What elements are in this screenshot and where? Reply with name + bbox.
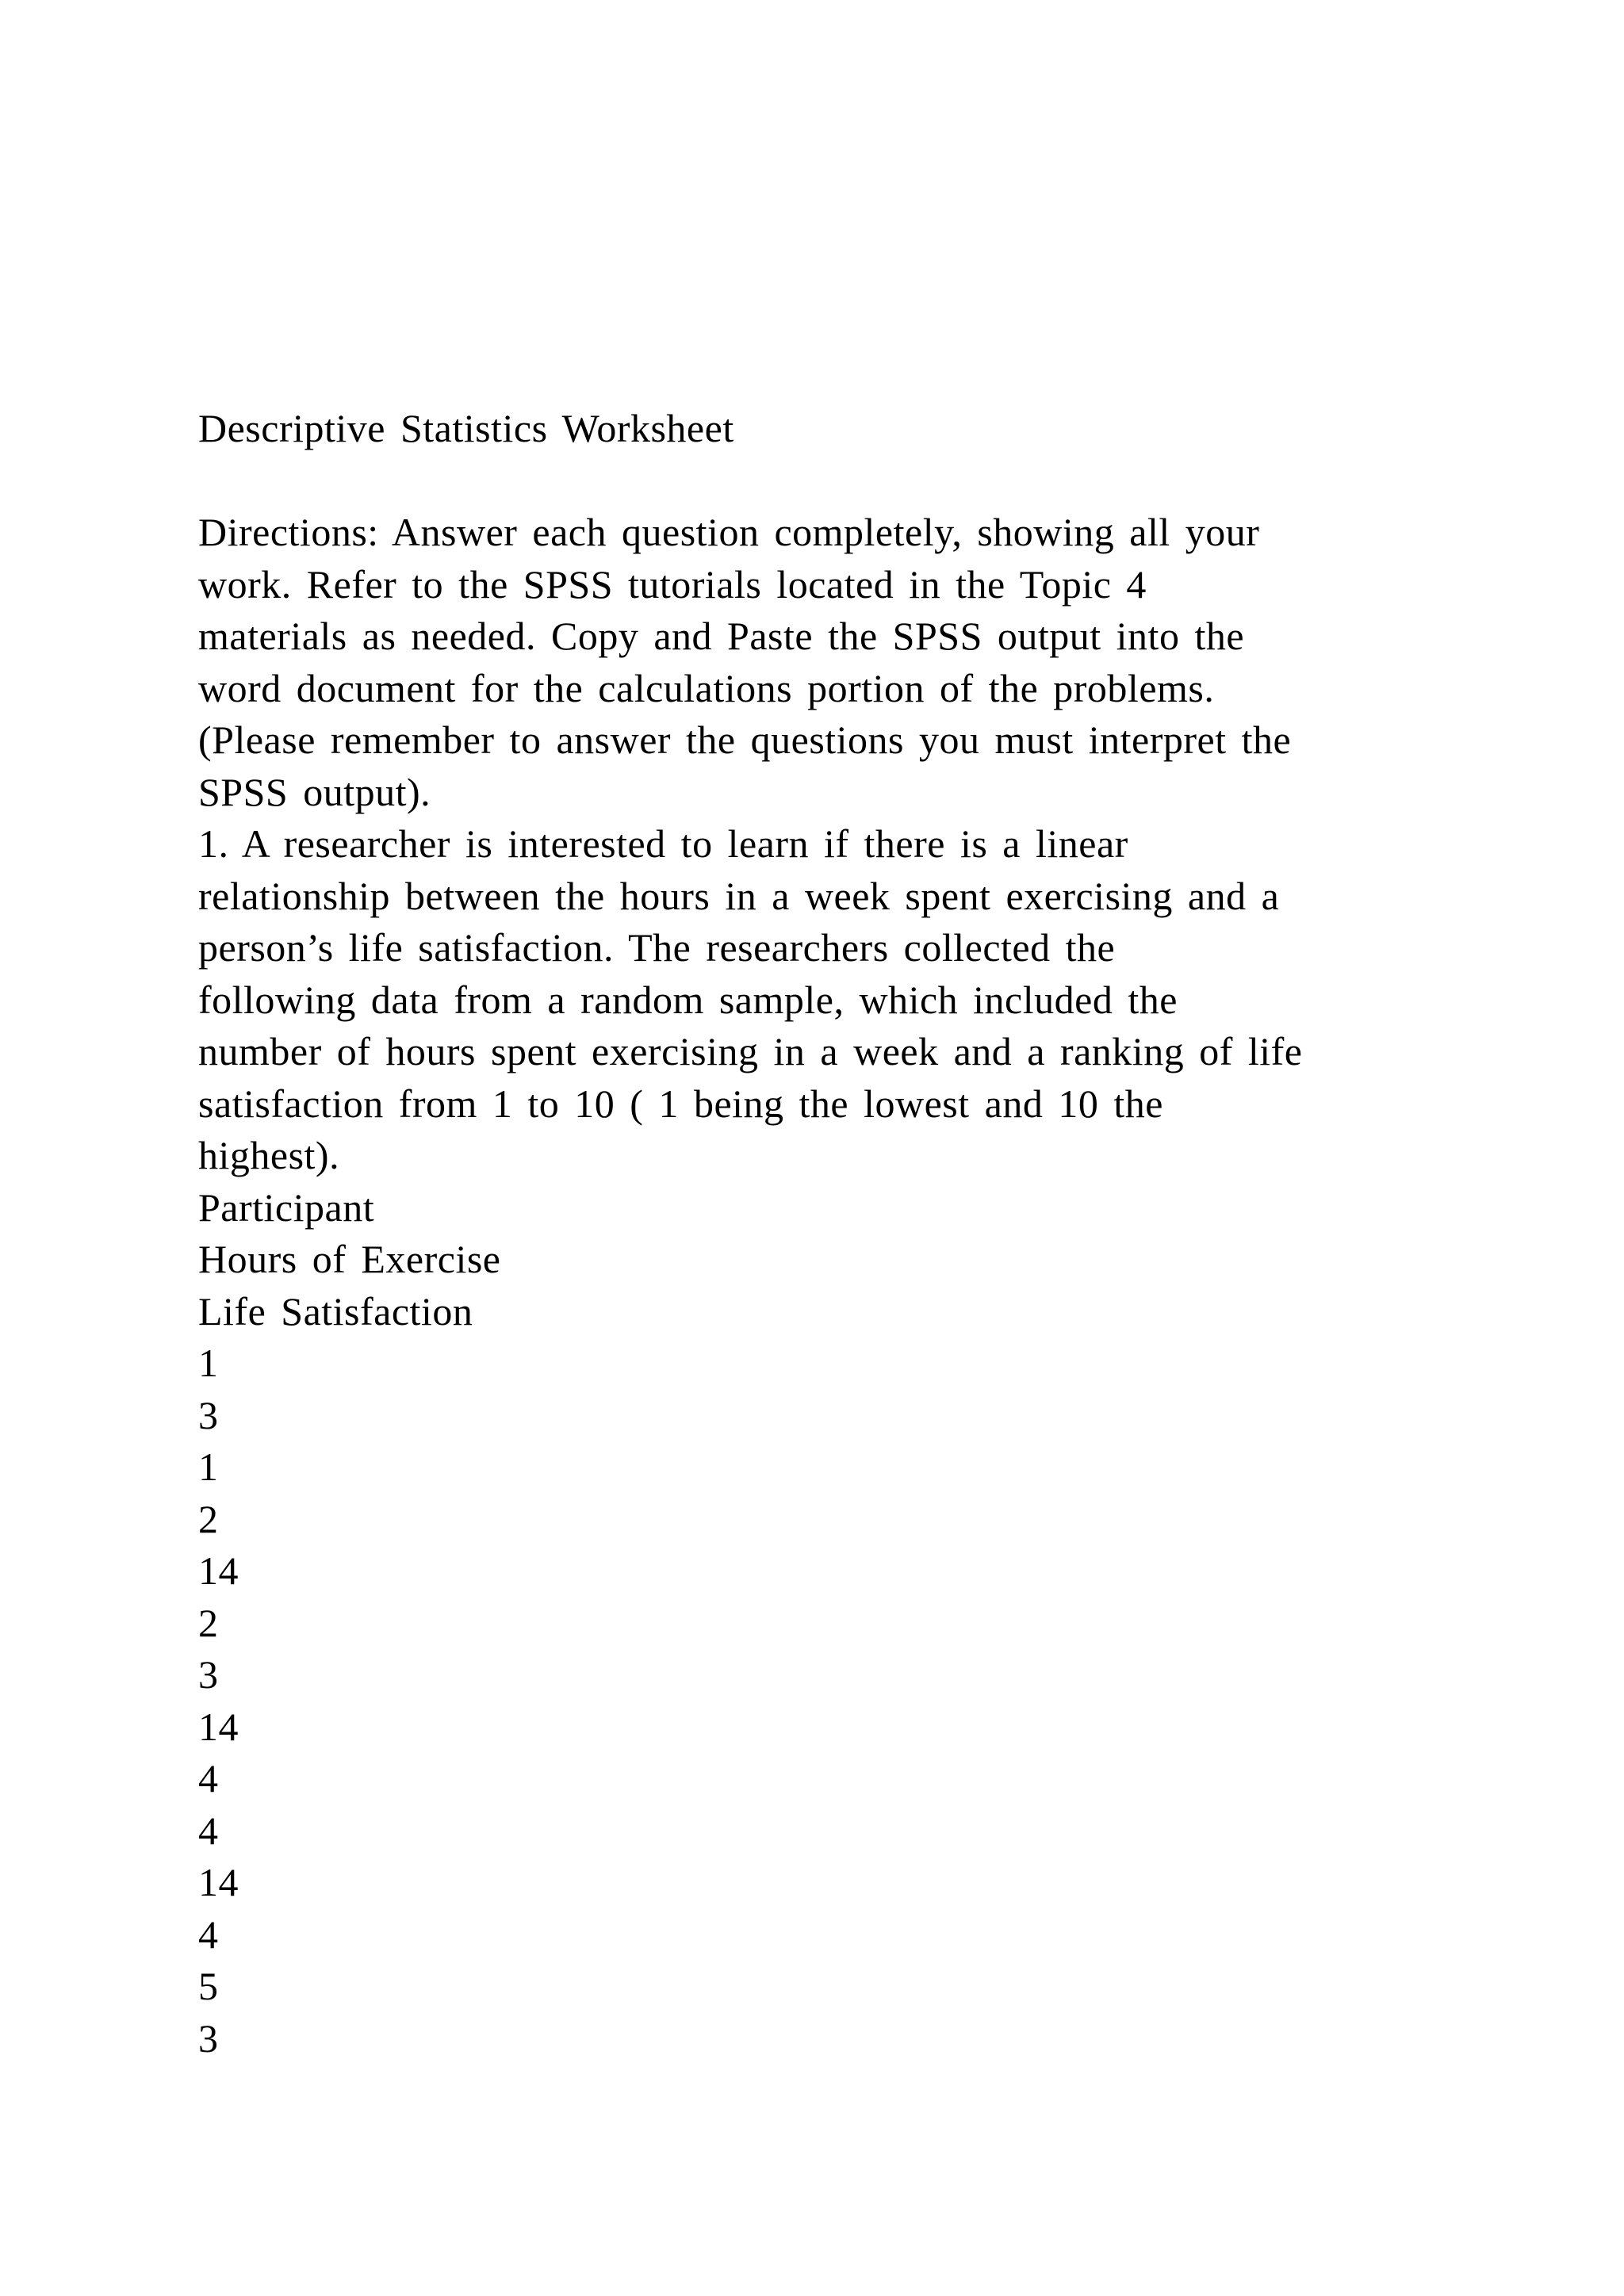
- question-line: satisfaction from 1 to 10 ( 1 being the lowest and 10 the: [198, 1081, 1163, 1126]
- directions-line: work. Refer to the SPSS tutorials located in the Topic 4: [198, 561, 1147, 607]
- table-cell: 2: [198, 1600, 219, 1645]
- table-header-participant: Participant: [198, 1184, 375, 1230]
- directions-line: Directions: Answer each question completely, showing all your: [198, 510, 1260, 554]
- question-line: number of hours spent exercising in a week and a ranking of life: [198, 1029, 1303, 1073]
- directions-line: word document for the calculations portion of the problems.: [198, 665, 1215, 710]
- table-cell: 4: [198, 1756, 219, 1800]
- directions-line: materials as needed. Copy and Paste the SPSS output into the: [198, 614, 1245, 658]
- table-cell: 3: [198, 2015, 219, 2061]
- directions-line: SPSS output).: [198, 769, 431, 814]
- table-cell: 3: [198, 1652, 219, 1697]
- document-body: [198, 403, 1467, 2064]
- table-cell: 2: [198, 1496, 219, 1541]
- question-line: person’s life satisfaction. The researchers collected the: [198, 925, 1116, 970]
- table-cell: 4: [198, 1911, 219, 1957]
- table-cell: 14: [198, 1860, 239, 1904]
- question-line: 1. A researcher is interested to learn if there is a linear: [198, 821, 1128, 866]
- directions-line: (Please remember to answer the questions you must interpret the: [198, 718, 1292, 762]
- document-title: Descriptive Statistics Worksheet: [198, 406, 734, 450]
- table-cell: 5: [198, 1964, 219, 2008]
- table-cell: 14: [198, 1548, 239, 1593]
- table-cell: 1: [198, 1341, 219, 1385]
- question-line: relationship between the hours in a week spent exercising and a: [198, 873, 1280, 918]
- directions-paragraph: [198, 507, 1467, 818]
- table-cell: 14: [198, 1704, 239, 1749]
- question-1-paragraph: [198, 818, 1467, 1182]
- data-table: [198, 1182, 1467, 2065]
- table-header-life-satisfaction: Life Satisfaction: [198, 1288, 473, 1334]
- table-header-hours-of-exercise: Hours of Exercise: [198, 1237, 501, 1281]
- table-cell: 3: [198, 1392, 219, 1437]
- table-cell: 1: [198, 1445, 219, 1489]
- table-cell: 4: [198, 1808, 219, 1853]
- question-line: following data from a random sample, which included the: [198, 977, 1178, 1022]
- question-line: highest).: [198, 1133, 340, 1177]
- blank-line: [198, 455, 1467, 507]
